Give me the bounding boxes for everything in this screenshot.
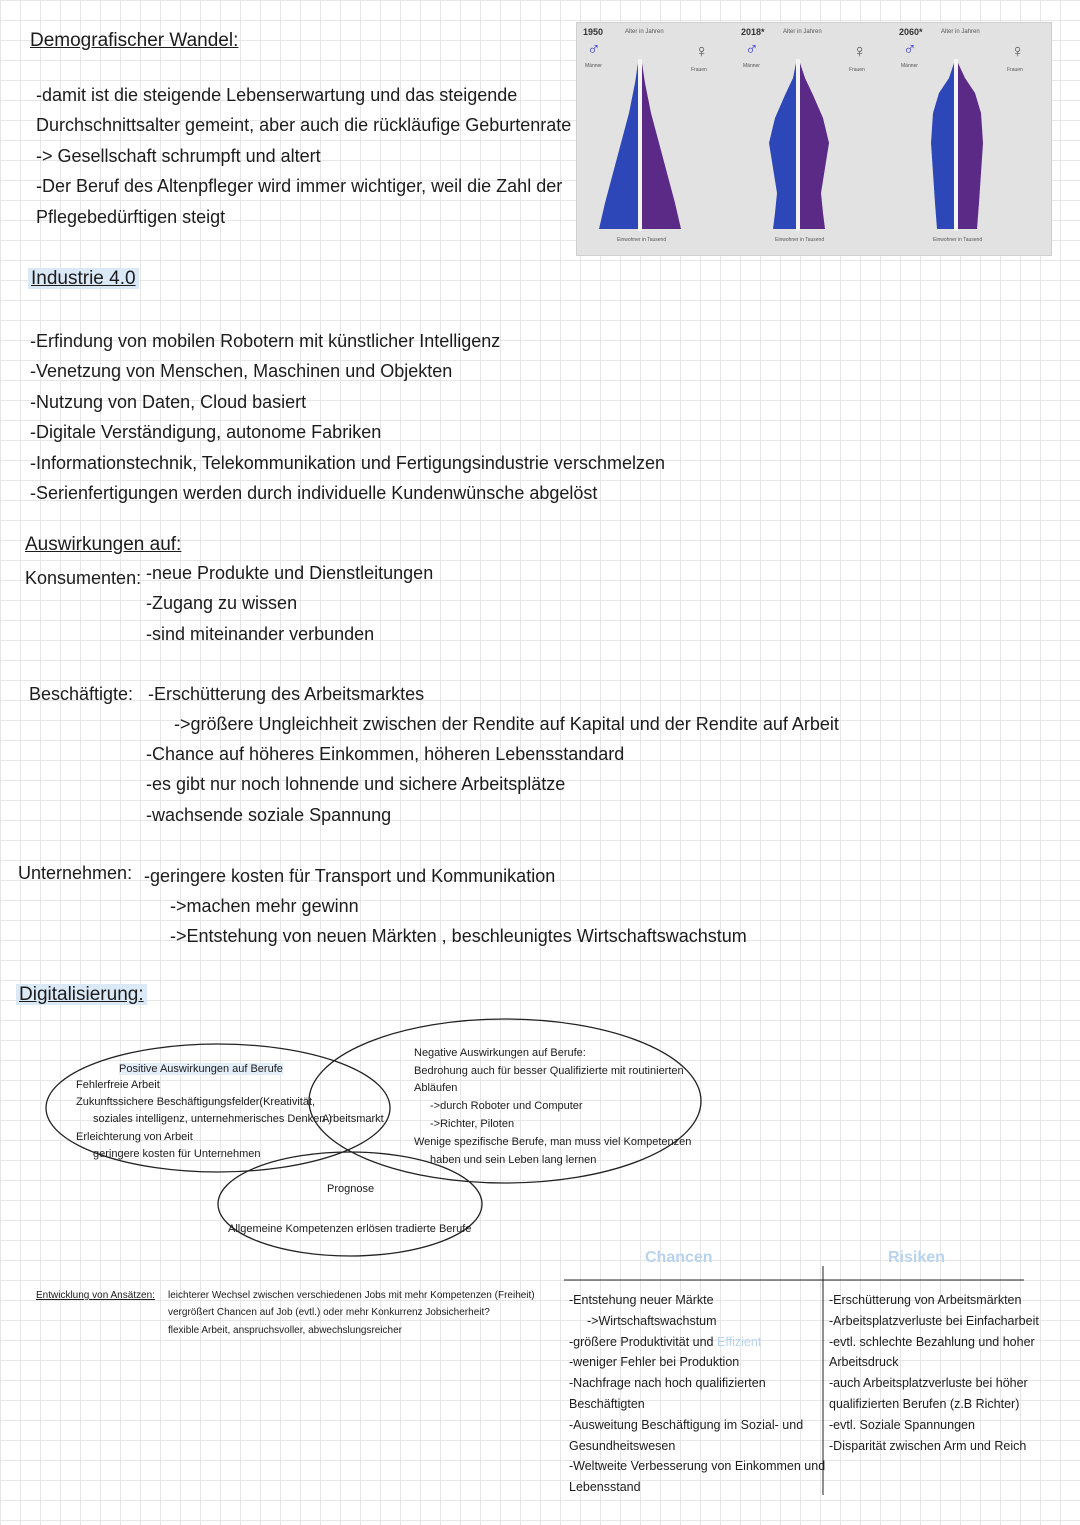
pyramid-x-label: Einwohner in Tausend: [775, 237, 825, 243]
demografie-line: Durchschnittsalter gemeint, aber auch die rückläufige Geburtenrate: [36, 115, 572, 136]
industrie-line: -Digitale Verständigung, autonome Fabriken: [30, 422, 382, 443]
male-symbol-icon: ♂: [903, 39, 917, 59]
entwicklung-label: Entwicklung von Ansätzen:: [36, 1290, 155, 1301]
female-symbol-icon: ♀: [695, 41, 709, 61]
male-symbol-icon: ♂: [745, 39, 759, 59]
chancen-line: Gesundheitswesen: [569, 1438, 676, 1453]
chancen-line: ->Wirtschaftswachstum: [587, 1313, 717, 1328]
demografie-line: -Der Beruf des Altenpfleger wird immer wichtiger, weil die Zahl der: [36, 176, 563, 197]
konsumenten-line: -Zugang zu wissen: [146, 593, 298, 614]
chancen-line: [569, 1332, 825, 1353]
chancen-effizient: Effizient: [717, 1334, 762, 1349]
industrie-line: -Serienfertigungen werden durch individuelle Kundenwünsche abgelöst: [30, 483, 598, 504]
industrie-line: -Informationstechnik, Telekommunikation und Fertigungsindustrie verschmelzen: [30, 452, 665, 473]
chancen-line-text: -größere Produktivität und: [569, 1334, 714, 1349]
negative-line: Bedrohung auch für besser Qualifizierte mit routinierten: [414, 1065, 684, 1077]
industrie-line: -Venetzung von Menschen, Maschinen und Objekten: [30, 361, 453, 382]
risiken-line: -Erschütterung von Arbeitsmärkten: [829, 1293, 1022, 1307]
risiken-line: Arbeitsdruck: [829, 1355, 899, 1370]
pyramid-age-label: Alter in Jahren: [941, 29, 980, 35]
chancen-list: [569, 1290, 825, 1498]
risiken-line: -Arbeitsplatzverluste bei Einfacharbeit: [829, 1313, 1039, 1328]
pyramid-female-label: Frauen: [849, 67, 865, 73]
konsumenten-label: Konsumenten:: [25, 568, 142, 588]
negative-line: ->Richter, Piloten: [430, 1118, 515, 1130]
chancen-line: -weniger Fehler bei Produktion: [569, 1355, 740, 1370]
negative-line: ->durch Roboter und Computer: [430, 1100, 583, 1112]
pyramid-age-label: Alter in Jahren: [625, 29, 664, 35]
female-symbol-icon: ♀: [853, 41, 867, 61]
chancen-line: Lebensstand: [569, 1480, 641, 1495]
negative-line: Wenige spezifische Berufe, man muss viel Kompetenzen: [414, 1136, 692, 1148]
risiken-line: -evtl. schlechte Bezahlung und hoher: [829, 1334, 1035, 1349]
unternehmen-line: ->machen mehr gewinn: [170, 896, 359, 916]
demografie-line: -> Gesellschaft schrumpft und altert: [36, 145, 321, 166]
beschaeftigte-line: -wachsende soziale Spannung: [146, 804, 392, 825]
beschaeftigte-label: Beschäftigte:: [29, 684, 134, 704]
industrie-line: -Nutzung von Daten, Cloud basiert: [30, 391, 307, 412]
demografie-line: Pflegebedürftigen steigt: [36, 206, 226, 227]
pyramid-male-label: Männer: [585, 63, 602, 69]
risiken-line: -evtl. Soziale Spannungen: [829, 1417, 975, 1432]
risiken-line: qualifizierten Berufen (z.B Richter): [829, 1396, 1020, 1411]
beschaeftigte-line: -Chance auf höheres Einkommen, höheren Lebensstandard: [146, 744, 625, 764]
entwicklung-line: flexible Arbeit, anspruchsvoller, abwechslungsreicher: [168, 1325, 403, 1336]
konsumenten-line: -sind miteinander verbunden: [146, 623, 375, 644]
chancen-line: Beschäftigten: [569, 1396, 645, 1411]
beschaeftigte-line: -es gibt nur noch lohnende und sichere Arbeitsplätze: [146, 774, 566, 795]
pyramid-female-label: Frauen: [691, 67, 707, 73]
negative-line: Abläufen: [414, 1082, 458, 1094]
pyramid-female-label: Frauen: [1007, 67, 1023, 73]
arbeitsmarkt-label: Arbeitsmarkt: [322, 1113, 384, 1125]
auswirkungen-title: Auswirkungen auf:: [25, 534, 182, 555]
pyramid-age-label: Alter in Jahren: [783, 29, 822, 35]
demografie-line: -damit ist die steigende Lebenserwartung und das steigende: [36, 85, 518, 105]
chancen-line: -Ausweitung Beschäftigung im Sozial- und: [569, 1417, 804, 1432]
negative-title: Negative Auswirkungen auf Berufe:: [414, 1047, 586, 1059]
pyramid-year: 1950: [583, 27, 604, 37]
pyramid-year: 2018*: [741, 27, 765, 37]
risiken-title: Risiken: [888, 1249, 945, 1266]
chancen-line: -Entstehung neuer Märkte: [569, 1293, 714, 1307]
positive-line: Fehlerfreie Arbeit: [76, 1079, 160, 1091]
beschaeftigte-line: ->größere Ungleichheit zwischen der Rendite auf Kapital und der Rendite auf Arbeit: [174, 714, 839, 734]
female-symbol-icon: ♀: [1011, 41, 1025, 61]
chancen-title: Chancen: [645, 1249, 713, 1266]
entwicklung-line: vergrößert Chancen auf Job (evtl.) oder mehr Konkurrenz Jobsicherheit?: [168, 1307, 490, 1318]
male-symbol-icon: ♂: [587, 39, 601, 59]
positive-line: geringere kosten für Unternehmen: [93, 1148, 261, 1160]
pyramid-male-label: Männer: [743, 63, 760, 69]
unternehmen-line: -geringere kosten für Transport und Kommunikation: [144, 866, 556, 886]
chancen-line: -Nachfrage nach hoch qualifizierten: [569, 1376, 766, 1391]
demografie-title: Demografischer Wandel:: [30, 30, 239, 51]
risiken-line: -Disparität zwischen Arm und Reich: [829, 1438, 1027, 1453]
risiken-line: -auch Arbeitsplatzverluste bei höher: [829, 1376, 1028, 1391]
unternehmen-line: ->Entstehung von neuen Märkten , beschleunigtes Wirtschaftswachstum: [170, 926, 747, 947]
konsumenten-line: -neue Produkte und Dienstleitungen: [146, 563, 434, 583]
positive-line: soziales intelligenz, unternehmerisches Denken ): [93, 1113, 333, 1125]
pyramid-x-label: Einwohner in Tausend: [933, 237, 983, 243]
beschaeftigte-line: -Erschütterung des Arbeitsmarktes: [148, 684, 425, 704]
unternehmen-label: Unternehmen:: [18, 863, 133, 883]
positive-title: [119, 1061, 283, 1078]
allgemein-label: Allgemeine Kompetenzen erlösen tradierte Berufe: [228, 1223, 472, 1235]
entwicklung-line: leichterer Wechsel zwischen verschiedenen Jobs mit mehr Kompetenzen (Freiheit): [168, 1290, 535, 1301]
pyramid-year: 2060*: [899, 27, 923, 37]
industrie-title-text: Industrie 4.0: [28, 268, 139, 289]
industrie-line: -Erfindung von mobilen Robotern mit künstlicher Intelligenz: [30, 331, 501, 351]
positive-line: Zukunftssichere Beschäftigungsfelder(Kreativität,: [76, 1096, 316, 1108]
pyramid-male-label: Männer: [901, 63, 918, 69]
pyramid-x-label: Einwohner in Tausend: [617, 237, 667, 243]
prognose-label: Prognose: [327, 1183, 375, 1195]
digitalisierung-title-text: Digitalisierung:: [16, 984, 147, 1005]
positive-title-text: Positive Auswirkungen auf Berufe: [119, 1063, 283, 1075]
negative-line: haben und sein Leben lang lernen: [430, 1154, 597, 1166]
risiken-list: [829, 1290, 1039, 1456]
chancen-line: -Weltweite Verbesserung von Einkommen und: [569, 1459, 826, 1474]
positive-line: Erleichterung von Arbeit: [76, 1131, 193, 1143]
